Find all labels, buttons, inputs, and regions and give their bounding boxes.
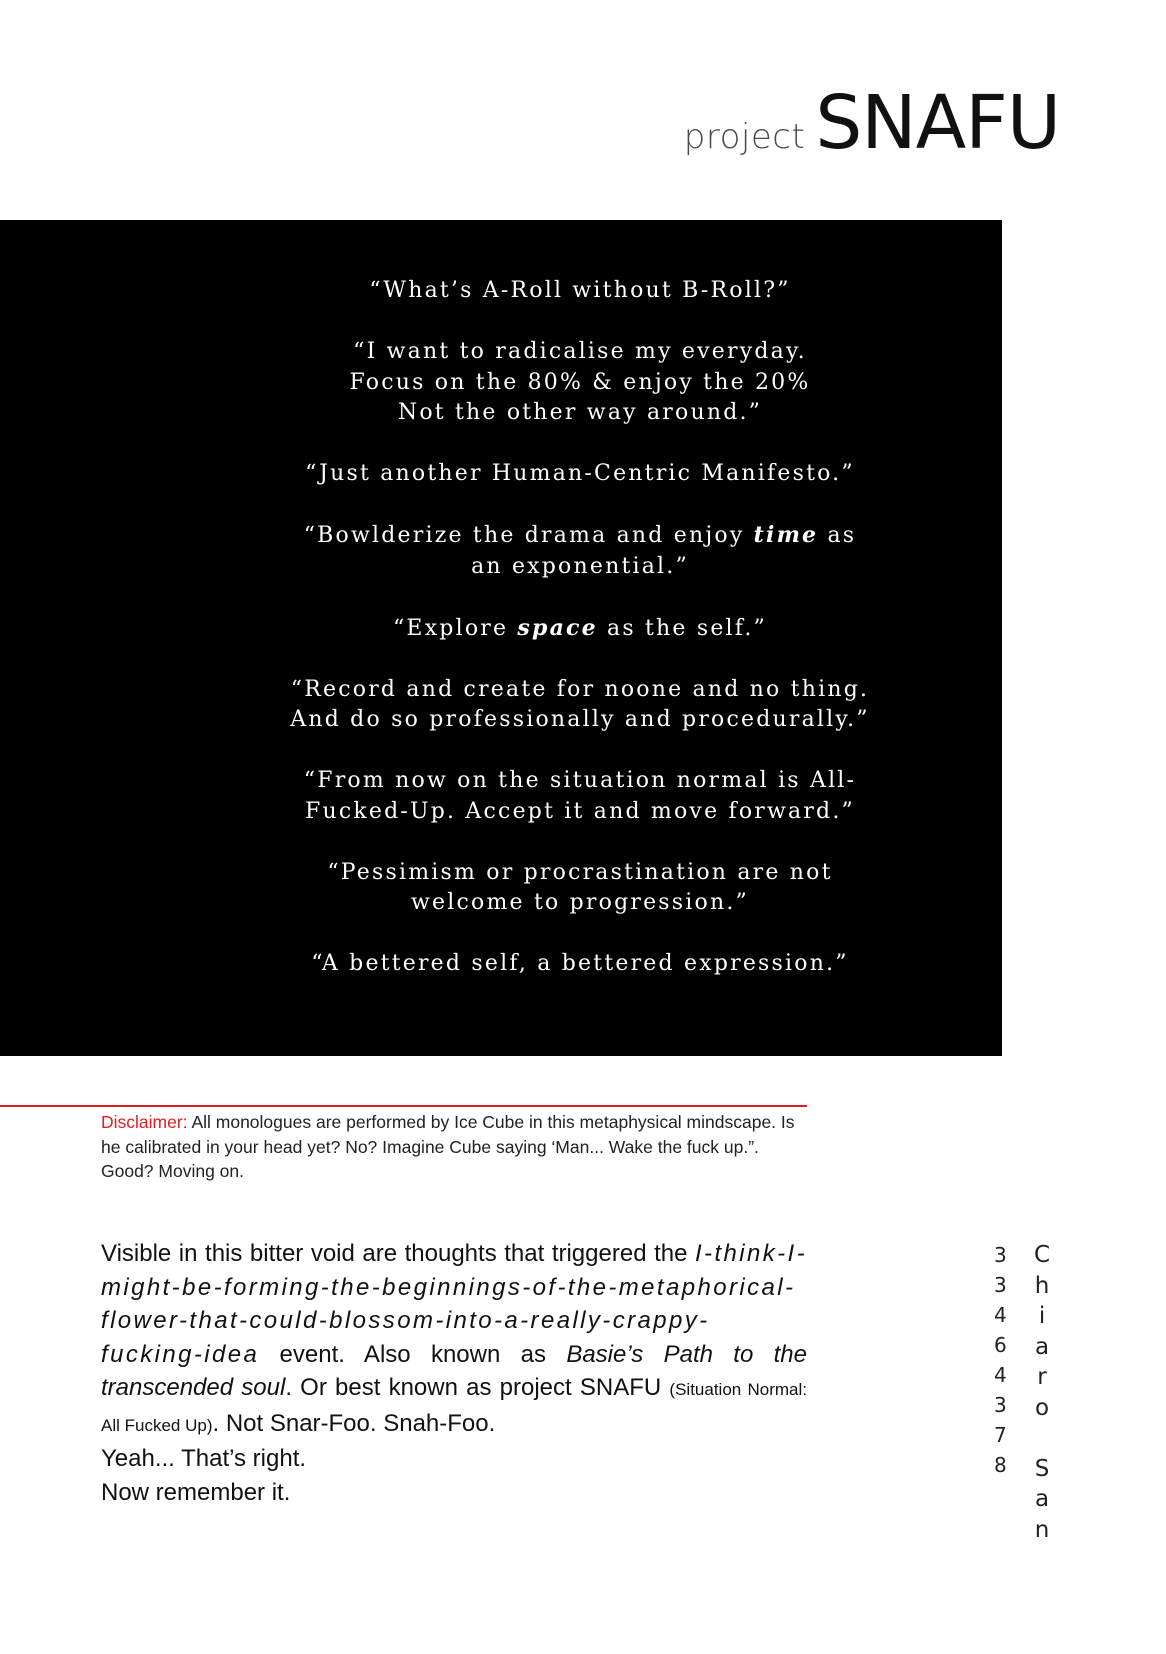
quote-text: “Explore <box>392 615 518 641</box>
quote <box>0 949 1160 980</box>
quote <box>0 276 1160 307</box>
vertical-digit: 7 <box>994 1423 1007 1447</box>
quote-text: “Bowlderize the drama and enjoy <box>303 523 754 548</box>
vertical-letter: h <box>1034 1272 1050 1299</box>
vertical-digit: 6 <box>994 1333 1007 1357</box>
body-italic-phrase: I-think-I-might-be-forming-the-beginnings-of-the-metaphorical-flower-that-could-blossom-into-a-really-crappy-fucking-idea <box>101 1240 807 1368</box>
quote <box>0 766 1160 827</box>
vertical-letter: a <box>1034 1486 1050 1512</box>
disclaimer-text: All monologues are performed by Ice Cube in this metaphysical mindscape. Is he calibrated in your head yet? No? Imagine Cube saying ‘Man... Wake the fuck up.”. Good? Moving on. <box>101 1112 795 1181</box>
quote-emphasis: time <box>753 522 819 548</box>
quote <box>0 858 1160 919</box>
quote-text: “From now on the situation normal is All- <box>303 768 857 793</box>
quote-emphasis: space <box>517 614 598 641</box>
quote <box>0 675 1160 736</box>
body-line-remember: Now remember it. <box>101 1478 291 1506</box>
vertical-number <box>994 1240 1007 1480</box>
title-prefix: project <box>683 117 806 157</box>
vertical-letter <box>1038 1423 1045 1454</box>
disclaimer <box>101 1110 811 1184</box>
quote <box>0 613 1160 645</box>
quote-text: And do so professionally and procedurally.” <box>290 707 870 732</box>
quote-text: Focus on the 80% & enjoy the 20% <box>349 369 811 395</box>
quote-box <box>0 220 1002 1056</box>
body-after-path: . Or best known as project SNAFU <box>285 1374 670 1401</box>
quote-text: Fucked-Up. Accept it and move forward.” <box>305 798 855 824</box>
quote-list <box>0 276 1160 1010</box>
body-paragraph <box>101 1237 807 1509</box>
vertical-letter: S <box>1034 1455 1050 1482</box>
vertical-letter: C <box>1034 1242 1051 1268</box>
quote-text: “Just another Human-Centric Manifesto.” <box>305 461 855 486</box>
vertical-letter: a <box>1034 1333 1050 1360</box>
quote-text: as <box>818 523 857 548</box>
vertical-digit: 8 <box>994 1453 1007 1477</box>
quote <box>0 520 1160 582</box>
body-after-paren: . Not Snar-Foo. Snah-Foo. <box>212 1409 496 1437</box>
disclaimer-label: Disclaimer: <box>101 1112 188 1132</box>
vertical-letter: o <box>1034 1394 1050 1421</box>
vertical-digit: 3 <box>994 1393 1007 1417</box>
vertical-digit: 4 <box>994 1303 1007 1327</box>
quote-text: Not the other way around.” <box>397 400 763 425</box>
vertical-digit: 3 <box>994 1243 1007 1267</box>
vertical-digit: 3 <box>994 1273 1007 1297</box>
body-small-paren: (Situation Normal: All Fucked Up) <box>101 1380 807 1435</box>
vertical-letter: r <box>1037 1364 1047 1390</box>
quote-text: “Pessimism or procrastination are not <box>327 859 833 885</box>
quote-text: “What’s A-Roll without B-Roll?” <box>369 278 791 303</box>
quote-text: “A bettered self, a bettered expression.” <box>311 951 849 976</box>
quote-text: “I want to radicalise my everyday. <box>353 339 807 364</box>
vertical-name <box>1034 1240 1050 1545</box>
vertical-letter: i <box>1038 1303 1046 1329</box>
quote-text: as the self.” <box>597 615 767 641</box>
body-line-yeah: Yeah... That’s right. <box>101 1445 307 1472</box>
quote <box>0 459 1160 490</box>
body-intro: Visible in this bitter void are thoughts that triggered the <box>101 1240 695 1267</box>
title-main: SNAFU <box>815 80 1060 166</box>
quote <box>0 337 1160 429</box>
page-title <box>683 80 1060 166</box>
vertical-letter: n <box>1034 1516 1050 1543</box>
body-italic-path: Basie’s Path to the transcended soul <box>101 1340 807 1401</box>
quote-text: welcome to progression.” <box>411 890 749 915</box>
quote-text: “Record and create for noone and no thing. <box>290 676 870 702</box>
quote-text: an exponential.” <box>471 553 689 579</box>
body-after-italic: event. Also known as <box>259 1340 567 1368</box>
vertical-digit: 4 <box>994 1363 1007 1387</box>
red-divider <box>0 1105 807 1107</box>
